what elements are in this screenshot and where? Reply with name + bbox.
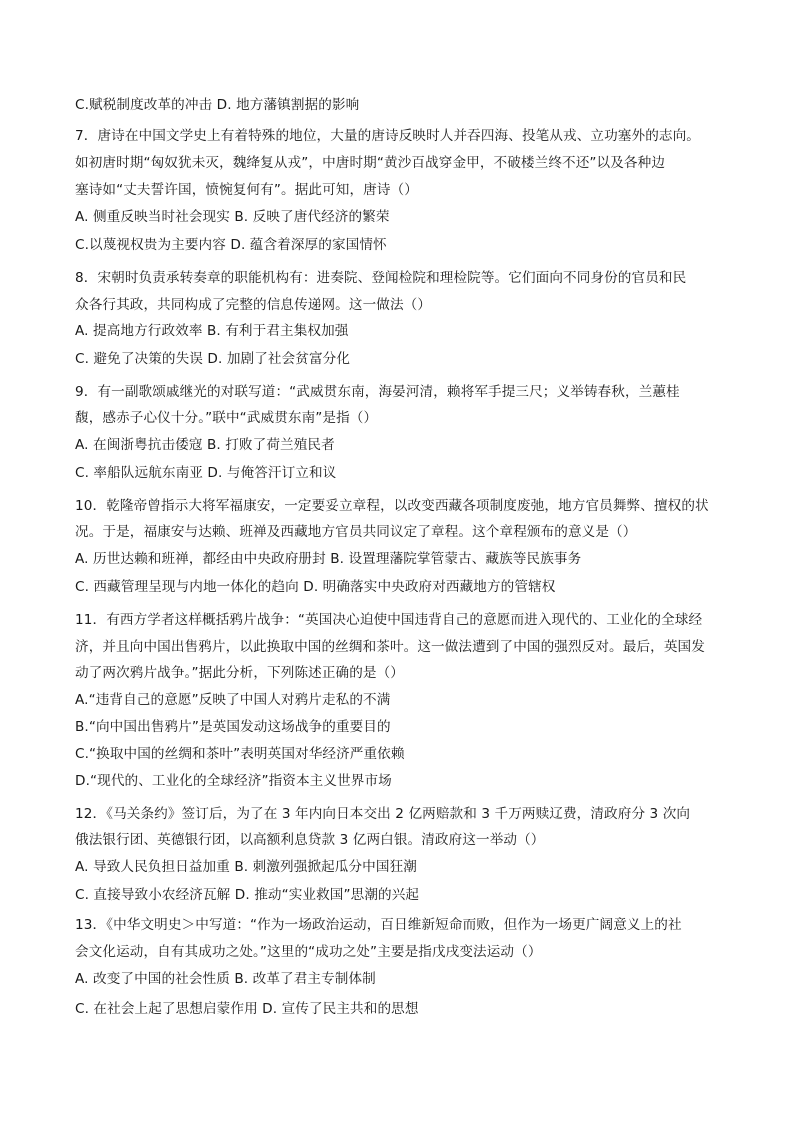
question-8-options-cd: C. 避免了决策的失误 D. 加剧了社会贫富分化 <box>75 351 351 367</box>
question-9-options-cd: C. 率船队远航东南亚 D. 与俺答汗订立和议 <box>75 465 337 481</box>
question-12-stem-1: 12．《马关条约》签订后，为了在 3 年内向日本交出 2 亿两赔款和 3 千万两赎辽费，清政府分 3 次向 <box>75 806 691 822</box>
question-9-options-ab: A. 在闽浙粤抗击倭寇 B. 打败了荷兰殖民者 <box>75 437 335 453</box>
question-10-options-cd: C. 西藏管理呈现与内地一体化的趋向 D. 明确落实中央政府对西藏地方的管辖权 <box>75 579 556 595</box>
question-11-option-c: C.“换取中国的丝绸和茶叶”表明英国对华经济严重依赖 <box>75 746 405 762</box>
question-13-stem-2: 会文化运动，自有其成功之处。”这里的“成功之处”主要是指戊戌变法运动（） <box>75 944 542 960</box>
question-10-stem-1: 10．乾隆帝曾指示大将军福康安，一定要妥立章程，以改变西藏各项制度废弛，地方官员舞弊、擅权的状 <box>75 498 709 514</box>
question-11-stem-3: 动了两次鸦片战争。”据此分析，下列陈述正确的是（） <box>75 665 404 681</box>
question-13-options-cd: C. 在社会上起了思想启蒙作用 D. 宣传了民主共和的思想 <box>75 1001 419 1017</box>
question-9-stem-1: 9．有一副歌颂戚继光的对联写道：“武威贯东南，海晏河清，赖将军手提三尺；义举铸春秋，兰蕙桂 <box>75 384 680 400</box>
question-8-options-ab: A. 提高地方行政效率 B. 有利于君主集权加强 <box>75 323 349 339</box>
question-11-stem-2: 济，并且向中国出售鸦片，以此换取中国的丝绸和茶叶。这一做法遭到了中国的强烈反对。最后，英国发 <box>75 639 705 655</box>
question-7-stem-1: 7．唐诗在中国文学史上有着特殊的地位，大量的唐诗反映时人并吞四海、投笔从戎、立功塞外的志向。 <box>75 128 700 144</box>
question-12-options-cd: C. 直接导致小农经济瓦解 D. 推动“实业救国”思潮的兴起 <box>75 887 420 903</box>
question-11-stem-1: 11．有西方学者这样概括鸦片战争：“英国决心迫使中国违背自己的意愿而进入现代的、工业化的全球经 <box>75 612 703 628</box>
question-7-options-ab: A. 侧重反映当时社会现实 B. 反映了唐代经济的繁荣 <box>75 209 390 225</box>
question-12-options-ab: A. 导致人民负担日益加重 B. 刺激列强掀起瓜分中国狂潮 <box>75 859 417 875</box>
question-8-stem-2: 众各行其政，共同构成了完整的信息传递网。这一做法（） <box>75 297 432 313</box>
question-7-options-cd: C.以蔑视权贵为主要内容 D. 蕴含着深厚的家国情怀 <box>75 237 387 253</box>
question-10-options-ab: A. 历世达赖和班禅，都经由中央政府册封 B. 设置理藩院掌管蒙古、藏族等民族事务 <box>75 551 582 567</box>
question-11-option-d: D.“现代的、工业化的全球经济”指资本主义世界市场 <box>75 773 392 789</box>
question-10-stem-2: 况。于是，福康安与达赖、班禅及西藏地方官员共同议定了章程。这个章程颁布的意义是（） <box>75 524 637 540</box>
question-11-option-b: B.“向中国出售鸦片”是英国发动这场战争的重要目的 <box>75 719 391 735</box>
question-8-stem-1: 8．宋朝时负责承转奏章的职能机构有：进奏院、登闻检院和理检院等。它们面向不同身份的官员和民 <box>75 270 687 286</box>
question-7-stem-3: 塞诗如“丈夫誓许国，愤惋复何有”。据此可知，唐诗（） <box>75 182 418 198</box>
option-line-q6-cd: C.赋税制度改革的冲击 D. 地方藩镇割据的影响 <box>75 97 360 113</box>
question-11-option-a: A.“违背自己的意愿”反映了中国人对鸦片走私的不满 <box>75 692 391 708</box>
question-12-stem-2: 俄法银行团、英德银行团，以高额利息贷款 3 亿两白银。清政府这一举动（） <box>75 832 545 848</box>
question-13-options-ab: A. 改变了中国的社会性质 B. 改革了君主专制体制 <box>75 971 376 987</box>
question-7-stem-2: 如初唐时期“匈奴犹未灭，魏绛复从戎”，中唐时期“黄沙百战穿金甲，不破楼兰终不还”以及各种边 <box>75 155 666 171</box>
question-9-stem-2: 馥，感赤子心仪十分。”联中“武威贯东南”是指（） <box>75 410 378 426</box>
question-13-stem-1: 13．《中华文明史＞中写道：“作为一场政治运动，百日维新短命而败，但作为一场更广阔意义上的社 <box>75 917 682 933</box>
